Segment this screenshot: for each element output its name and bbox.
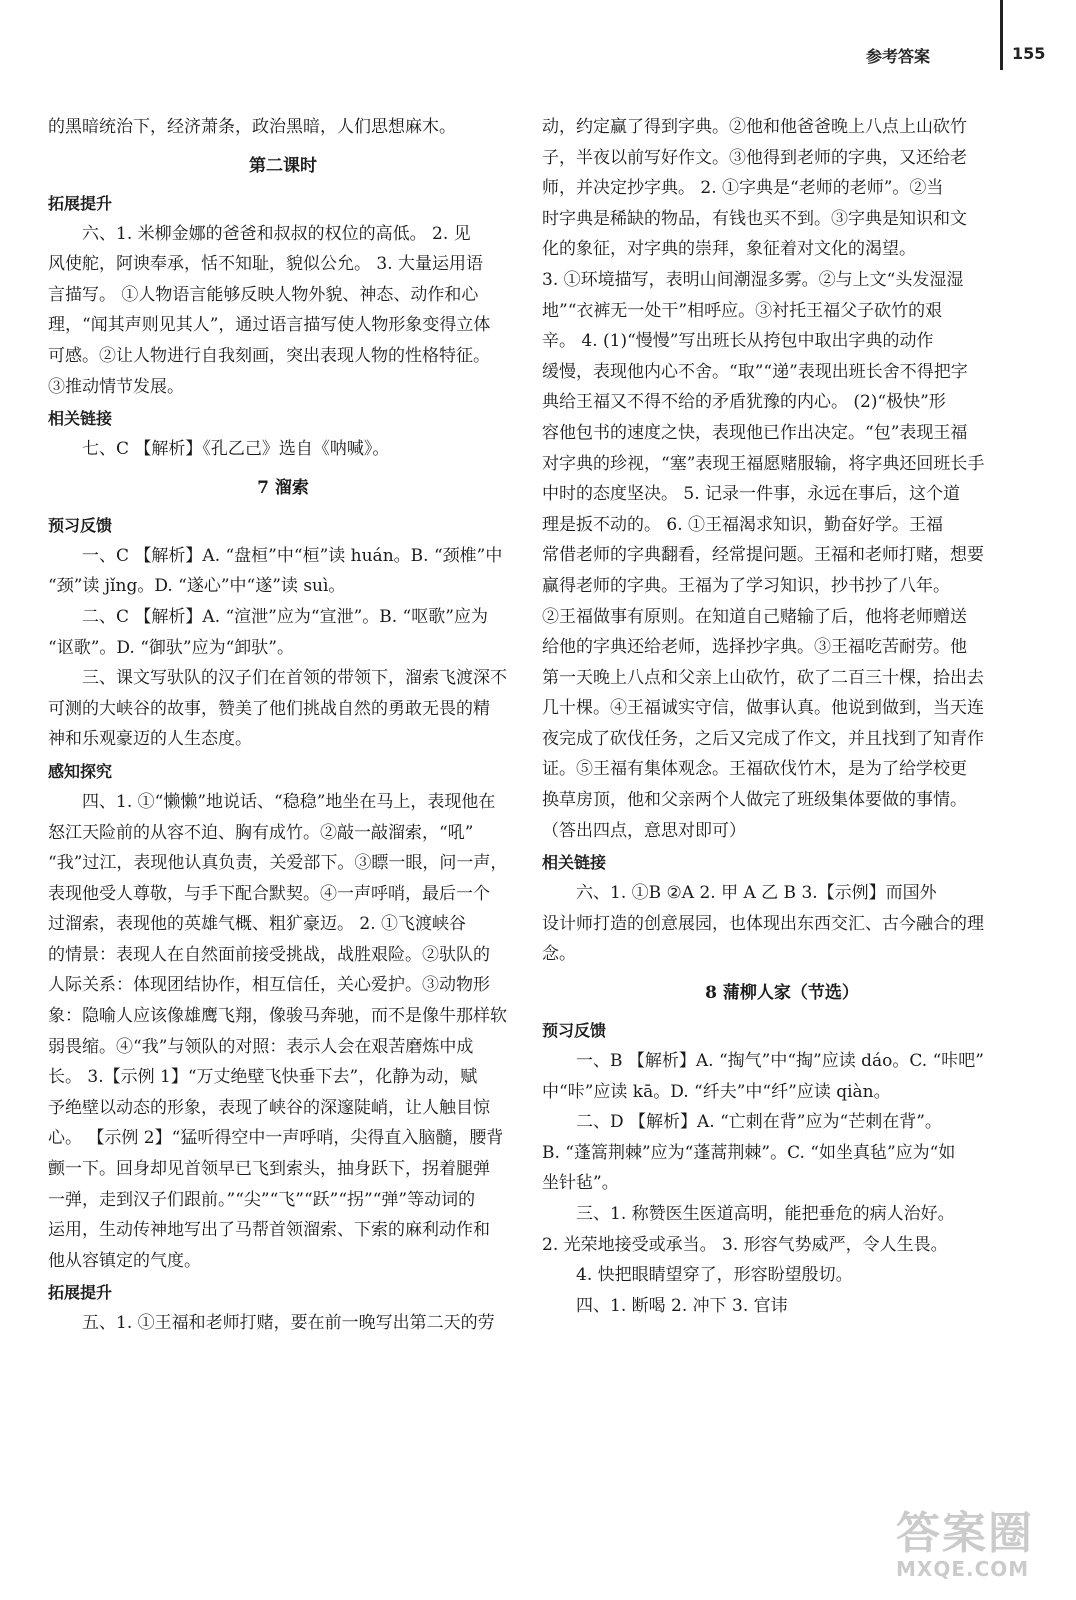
answer-paragraph: 四、1. 断喝 2. 冲下 3. 官讳	[576, 1295, 788, 1316]
continued-paragraph: 动，约定赢了得到字典。②他和他爸爸晚上八点上山砍竹 子，半夜以前写好作文。③他得到老师的字典，又还给老 师，并决定抄字典。 2. ①字典是“老师的老师”。②当 时字典是稀缺的物品，有钱也买不到。③字典是知识和文 化的象征，对字典的崇拜，象征着对文化的渴望。	[542, 117, 967, 260]
watermark-text: 答案圈	[896, 1508, 1034, 1559]
answer-paragraph: 4. 快把眼睛望穿了，形容盼望殷切。	[576, 1265, 853, 1286]
answer-paragraph: 六、1. ①B ②A 2. 甲 A 乙 B 3.【示例】而国外 设计师打造的创意展园，也体现出东西交汇、古今融合的理 念。	[542, 883, 984, 965]
answer-paragraph: 一、C 【解析】A. “盘桓”中“桓”读 huán。B. “颈椎”中 “颈”读 jǐng。D. “遂心”中“遂”读 suì。	[48, 545, 503, 597]
lesson-title: 第二课时	[249, 155, 317, 176]
lesson-title: 8 蒲柳人家（节选）	[705, 983, 859, 1004]
section-heading: 相关链接	[542, 853, 607, 873]
answer-paragraph: 三、1. 称赞医生医道高明，能把垂危的病人治好。 2. 光荣地接受或承当。 3. 形容气势威严，令人生畏。	[542, 1204, 955, 1255]
header-divider	[1000, 0, 1003, 70]
answer-paragraph: 一、B 【解析】A. “掏气”中“掏”应读 dáo。C. “咔吧” 中“咔”应读 kā。D. “纤夫”中“纤”应读 qiàn。	[542, 1051, 984, 1102]
answer-paragraph: 六、1. 米柳金娜的爸爸和叔叔的权位的高低。 2. 见 风使舵，阿谀奉承，恬不知耻，貌似公允。 3. 大量运用语 言描写。 ①人物语言能够反映人物外貌、神态、动作和心 理，“闻其声则见其人”，通过语言描写使人物形象变得立体 可感。②让人物进行自我刻画，突出表现人物的性格特征。 ③推动情节发展。	[48, 223, 491, 397]
section-heading: 预习反馈	[542, 1021, 607, 1041]
lesson-title: 7 溜索	[257, 477, 309, 498]
watermark-logo	[896, 1510, 1034, 1580]
page-number: 155	[1012, 44, 1046, 63]
section-heading: 预习反馈	[48, 515, 113, 535]
right-column	[542, 112, 1022, 1321]
answer-paragraph: 三、课文写驮队的汉子们在首领的带领下，溜索飞渡深不 可测的大峡谷的故事，赞美了他们挑战自然的勇敢无畏的精 神和乐观豪迈的人生态度。	[48, 668, 507, 750]
left-column	[48, 112, 518, 1339]
section-heading: 拓展提升	[48, 1283, 113, 1303]
continued-paragraph: 的黑暗统治下，经济萧条，政治黑暗，人们思想麻木。	[48, 117, 456, 137]
watermark-url: MXQE.COM	[896, 1557, 1030, 1581]
section-heading: 相关链接	[48, 409, 113, 429]
answer-paragraph: 二、D 【解析】A. “亡刺在背”应为“芒刺在背”。 B. “蓬篙荆棘”应为“蓬蒿荆棘”。C. “如坐真毡”应为“如 坐针毡”。	[542, 1112, 956, 1194]
answer-paragraph: 五、1. ①王福和老师打赌，要在前一晚写出第二天的劳	[82, 1313, 495, 1334]
section-heading: 拓展提升	[48, 193, 113, 213]
answer-paragraph: 3. ①环境描写，表明山间潮湿多雾。②与上文“头发湿湿 地”“衣裤无一处干”相呼应。③衬托王福父子砍竹的艰 辛。 4. (1)“慢慢”写出班长从挎包中取出字典的动作 缓慢，表现他内心不舍。“取”“递”表现出班长舍不得把字 典给王福又不得不给的矛盾犹豫的内心。 (2)“极快”形 容他包书的速度之快，表现他已作出决定。“包”表现王福 对字典的珍视，“塞”表现王福愿赌服输，将字典还回班长手 中时的态度坚决。 5. 记录一件事，永远在事后，这个道 理是扳不动的。 6. ①王福渴求知识，勤奋好学。王福 常借老师的字典翻看，经常提问题。王福和老师打赌，想要 赢得老师的字典。王福为了学习知识，抄书抄了八年。 ②王福做事有原则。在知道自己赌输了后，他将老师赠送 给他的字典还给老师，选择抄字典。③王福吃苦耐劳。他 第一天晚上八点和父亲上山砍竹，砍了二百三十棵，拾出去 几十棵。④王福诚实守信，做事认真。他说到做到，当天连 夜完成了砍伐任务，之后又完成了作文，并且找到了知青作 证。⑤王福有集体观念。王福砍伐竹木，是为了给学校更 换草房顶，他和父亲两个人做完了班级集体要做的事情。 （答出四点，意思对即可）	[542, 269, 985, 841]
running-header: 参考答案	[866, 47, 931, 66]
answer-paragraph: 四、1. ①“懒懒”地说话、“稳稳”地坐在马上，表现他在 怒江天险前的从容不迫、胸有成竹。②敲一敲溜索，“吼” “我”过江，表现他认真负责，关爱部下。③瞟一眼，问一声， 表现他受人尊敬，与手下配合默契。④一声呼哨，最后一个 过溜索，表现他的英雄气概、粗犷豪迈。 2. ①飞渡峡谷 的情景：表现人在自然面前接受挑战，战胜艰险。②驮队的 人际关系：体现团结协作，相互信任，关心爱护。③动物形 象：隐喻人应该像雄鹰飞翔，像骏马奔驰，而不是像牛那样软 弱畏缩。④“我”与领队的对照：表示人会在艰苦磨炼中成 长。 3.【示例 1】“万丈绝壁飞快垂下去”，化静为动，赋 予绝壁以动态的形象，表现了峡谷的深邃陡峭，让人触目惊 心。 【示例 2】“猛听得空中一声呼哨，尖得直入脑髓，腰背 颤一下。回身却见首领早已飞到索头，抽身跃下，拐着腿弹 一弹，走到汉子们跟前。”“尖”“飞”“跃”“拐”“弹”等动词的 运用，生动传神地写出了马帮首领溜索、下索的麻利动作和 他从容镇定的气度。	[48, 791, 508, 1271]
section-heading: 感知探究	[48, 761, 113, 781]
answer-paragraph: 二、C 【解析】A. “渲泄”应为“宣泄”。B. “呕歌”应为 “讴歌”。D. “御驮”应为“卸驮”。	[48, 606, 488, 658]
answer-paragraph: 七、C 【解析】《孔乙己》选自《呐喊》。	[82, 439, 390, 460]
